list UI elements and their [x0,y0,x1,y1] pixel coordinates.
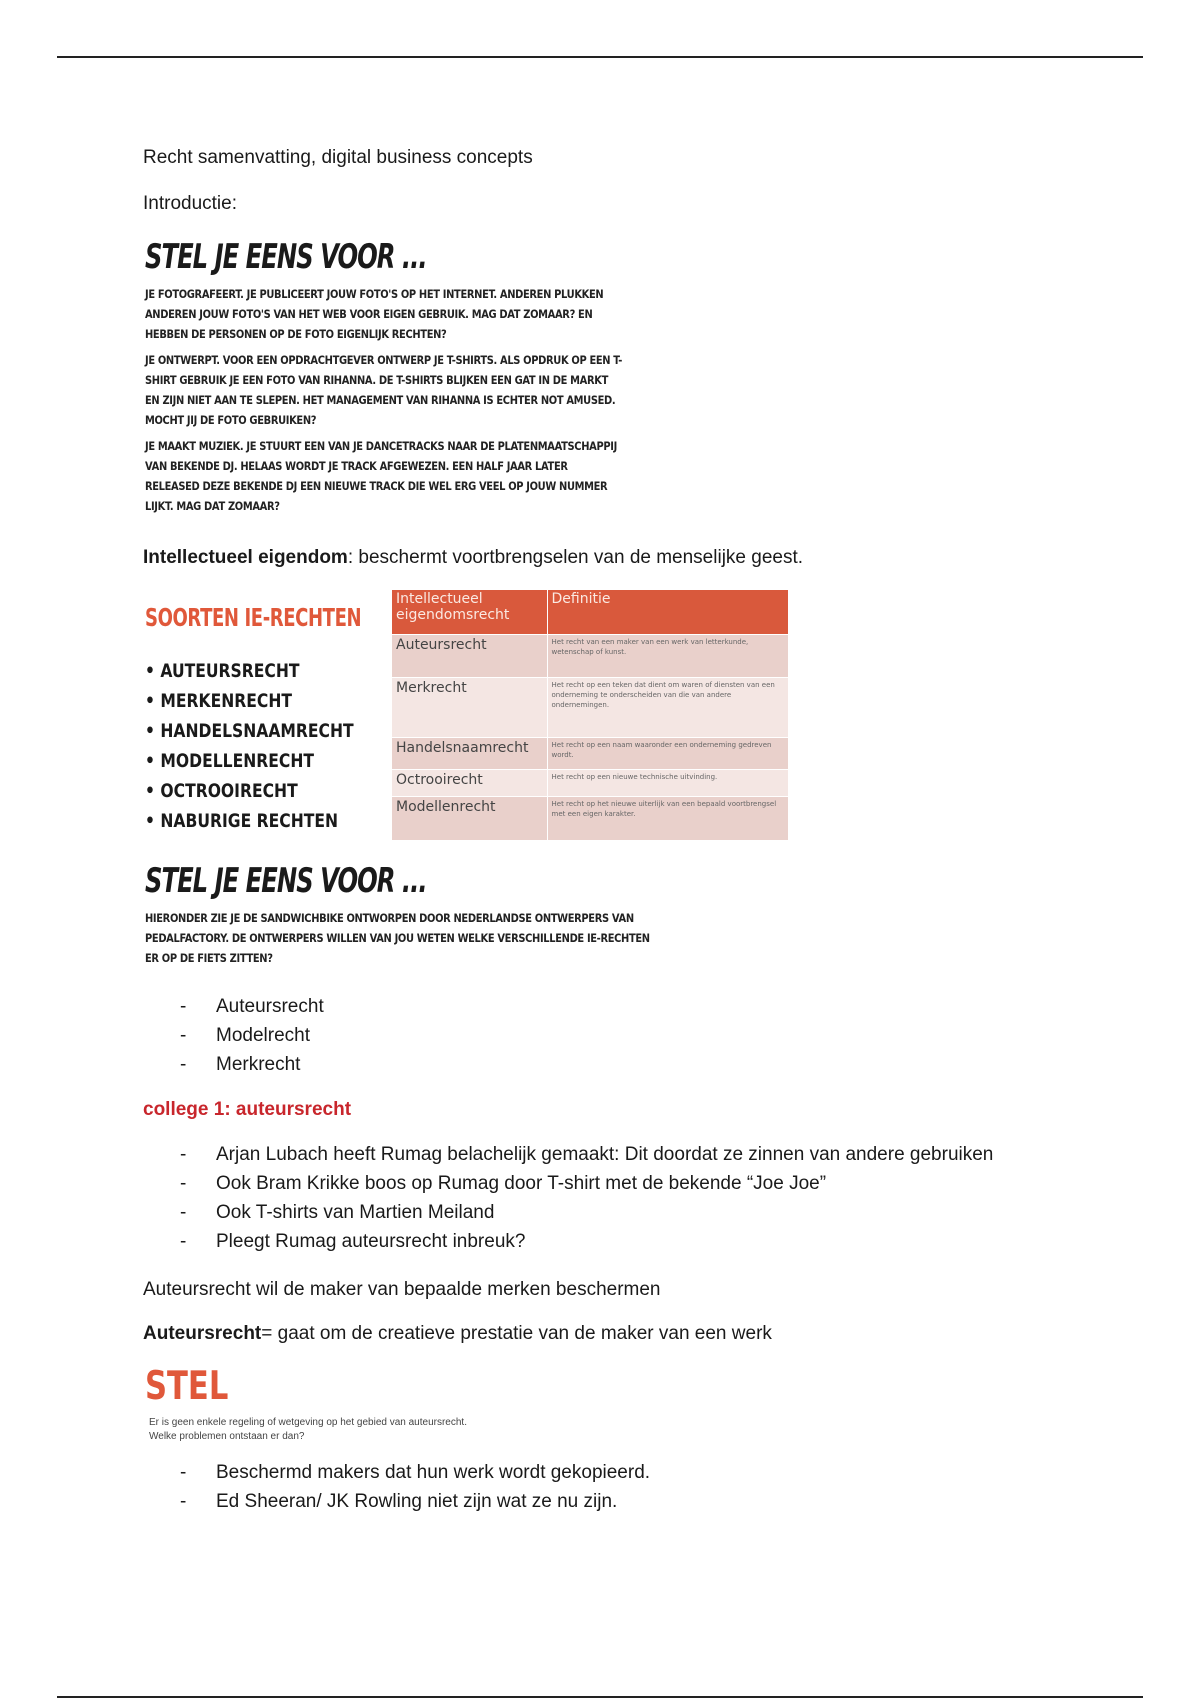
college-bullet-list [180,1140,993,1256]
list-item: - Ed Sheeran/ JK Rowling niet zijn wat ze nu zijn. [180,1487,650,1516]
intro-label: Introductie: [143,193,237,214]
auteursrecht-definition [143,1322,772,1346]
list-item: - Arjan Lubach heeft Rumag belachelijk gemaakt: Dit doordat ze zinnen van andere gebruiken [180,1140,993,1169]
slide-stel [143,1364,483,1450]
slide-title: STEL JE EENS VOOR ... [145,862,427,901]
ie-right-item: • MERKENRECHT [145,690,293,712]
slide-stel-je-eens-voor-2 [143,862,668,974]
slide-paragraph: JE MAAKT MUZIEK. JE STUURT EEN VAN JE DANCETRACKS NAAR DE PLATENMAATSCHAPPIJ VAN BEKENDE DJ. HELAAS WORDT JE TRACK AFGEWEZEN. EEN HALF JAAR LATER RELEASED DEZE BEKENDE DJ EEN NIEUWE TRACK DIE WEL ERG VEEL OP JOUW NUMMER LIJKT. MAG DAT ZOMAAR? [145,439,617,513]
document-title: Recht samenvatting, digital business concepts [143,147,533,168]
table-row [392,770,788,797]
table-cell-term: Octrooirecht [392,770,547,797]
table-row [392,635,788,678]
ip-definition [143,546,803,570]
bottom-rule [57,1696,1143,1698]
list-item: - Modelrecht [180,1021,324,1050]
slide-paragraph: Er is geen enkele regeling of wetgeving op het gebied van auteursrecht. Welke problemen ontstaan er dan? [149,1417,467,1442]
college-heading: college 1: auteursrecht [143,1099,352,1120]
auteursrecht-definition-term: Auteursrecht [143,1323,262,1344]
list-item: - Ook T-shirts van Martien Meiland [180,1198,993,1227]
table-row [392,797,788,841]
slide-paragraph: JE FOTOGRAFEERT. JE PUBLICEERT JOUW FOTO'S OP HET INTERNET. ANDEREN PLUKKEN ANDEREN JOUW FOTO'S VAN HET WEB VOOR EIGEN GEBRUIK. MAG DAT ZOMAAR? EN HEBBEN DE PERSONEN OP DE FOTO EIGENLIJK RECHTEN? [145,287,604,341]
auteursrecht-definition-text: = gaat om de creatieve prestatie van de maker van een werk [261,1323,772,1344]
table-cell-term: Modellenrecht [392,797,547,841]
list-item: - Beschermd makers dat hun werk wordt gekopieerd. [180,1458,650,1487]
list-item: - Auteursrecht [180,992,324,1021]
ie-heading: SOORTEN IE-RECHTEN [145,604,362,633]
table-cell-term: Handelsnaamrecht [392,738,547,770]
table-cell-definition: Het recht op het nieuwe uiterlijk van een bepaald voortbrengsel met een eigen karakter. [547,797,788,841]
table-cell-definition: Het recht van een maker van een werk van letterkunde, wetenschap of kunst. [547,635,788,678]
top-rule [57,56,1143,58]
table-cell-definition: Het recht op een naam waaronder een onderneming gedreven wordt. [547,738,788,770]
list-item: - Ook Bram Krikke boos op Rumag door T-shirt met de bekende “Joe Joe” [180,1169,993,1198]
slide-soorten-ie-rechten [145,590,790,840]
problems-list [180,1458,650,1516]
slide-title: STEL JE EENS VOOR ... [145,238,427,277]
slide-paragraph: HIERONDER ZIE JE DE SANDWICHBIKE ONTWORPEN DOOR NEDERLANDSE ONTWERPERS VAN PEDALFACTORY. DE ONTWERPERS WILLEN VAN JOU WETEN WELKE VERSCHILLENDE IE-RECHTEN ER OP DE FIETS ZITTEN? [145,911,650,965]
list-item: - Merkrecht [180,1050,324,1079]
ie-right-item: • AUTEURSRECHT [145,660,300,682]
table-header: Intellectueel eigendomsrecht [392,590,547,635]
ip-definition-term: Intellectueel eigendom [143,547,348,568]
ie-right-item: • MODELLENRECHT [145,750,314,772]
slide-title: STEL [145,1364,229,1410]
slide-stel-je-eens-voor-1 [143,238,628,528]
table-row [392,738,788,770]
ie-rights-table [392,590,789,840]
ie-right-item: • OCTROOIRECHT [145,780,298,802]
ie-right-item: • HANDELSNAAMRECHT [145,720,354,742]
ie-rights-answer-list [180,992,324,1079]
table-header: Definitie [547,590,788,635]
auteursrecht-paragraph: Auteursrecht wil de maker van bepaalde merken beschermen [143,1279,661,1300]
ie-right-item: • NABURIGE RECHTEN [145,810,339,832]
ie-rights-list [145,656,399,836]
table-cell-term: Auteursrecht [392,635,547,678]
table-row [392,678,788,738]
list-item: - Pleegt Rumag auteursrecht inbreuk? [180,1227,993,1256]
ip-definition-text: : beschermt voortbrengselen van de menselijke geest. [347,547,804,568]
table-cell-definition: Het recht op een nieuwe technische uitvinding. [547,770,788,797]
slide-paragraph: JE ONTWERPT. VOOR EEN OPDRACHTGEVER ONTWERP JE T-SHIRTS. ALS OPDRUK OP EEN T-SHIRT GEBRUIK JE EEN FOTO VAN RIHANNA. DE T-SHIRTS BLIJKEN EEN GAT IN DE MARKT EN ZIJN NIET AAN TE SLEPEN. HET MANAGEMENT VAN RIHANNA IS ECHTER NOT AMUSED. MOCHT JIJ DE FOTO GEBRUIKEN? [145,353,623,427]
table-cell-term: Merkrecht [392,678,547,738]
table-cell-definition: Het recht op een teken dat dient om waren of diensten van een onderneming te onderscheiden van die van andere ondernemingen. [547,678,788,738]
